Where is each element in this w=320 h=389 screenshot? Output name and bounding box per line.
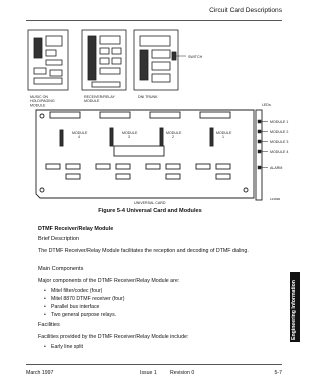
music-on-hold-module-drawing [28, 30, 68, 90]
brief-description-text: The DTMF Receiver/Relay Module facilitates the reception and decoding of DTMF dialing. [38, 248, 249, 254]
led-module-2-label: MODULE 2 [270, 130, 289, 134]
universal-card-label: UNIVERSAL CARD [134, 201, 166, 205]
dnic-trunk-label: DNI TRUNK [138, 95, 158, 99]
footer-rule [26, 364, 282, 365]
list-item: • Mitel 8870 DTMF receiver (four) [44, 295, 125, 303]
header-rule [26, 20, 282, 21]
list-item: • Mitel filter/codec (four) [44, 287, 125, 295]
facilities-intro: Facilities provided by the DTMF Receiver/Relay Module include: [38, 334, 189, 340]
music-on-hold-line2: HOLD/PAGING [30, 99, 55, 104]
module-1-label [216, 131, 232, 139]
module-1-line1: MODULE [216, 131, 232, 135]
figure-caption: Figure 5-4 Universal Card and Modules [98, 208, 202, 214]
receiver-relay-line1: RECEIVER/RELAY [84, 95, 115, 99]
main-components-intro: Major components of the DTMF Receiver/Relay Module are: [38, 278, 180, 284]
module-2-line2: 2 [172, 135, 174, 140]
music-on-hold-line3: MODULE [30, 103, 46, 108]
footer-page-number: 5-7 [274, 370, 282, 376]
module-4-label [72, 131, 88, 139]
led-indicators [258, 120, 268, 169]
brief-description-heading: Brief Description [38, 236, 80, 242]
switch-label: SWITCH [188, 55, 203, 59]
led-module-3-label: MODULE 3 [270, 140, 289, 144]
leds-label: LEDs [262, 103, 271, 107]
universal-card-drawing [36, 110, 262, 200]
music-on-hold-label [30, 95, 56, 107]
section-title: DTMF Receiver/Relay Module [38, 226, 114, 232]
module-3-line2: 3 [128, 135, 130, 140]
footer-date: March 1997 [26, 370, 54, 376]
led-alarm-label: ALARM [270, 166, 283, 170]
receiver-relay-label [84, 95, 116, 103]
main-components-heading: Main Components [38, 266, 84, 272]
running-header: Circuit Card Descriptions [209, 7, 282, 14]
led-module-1-label: MODULE 1 [270, 120, 289, 124]
module-3-line1: MODULE [122, 131, 138, 135]
list-item: • Early line split [44, 343, 83, 351]
module-2-line1: MODULE [166, 131, 182, 135]
facilities-list [44, 343, 83, 351]
module-3-label [122, 131, 138, 139]
engineering-information-tab [290, 272, 300, 342]
figure-drawing [26, 28, 294, 208]
module-1-line2: 1 [222, 135, 224, 140]
module-4-line1: MODULE [72, 131, 88, 135]
receiver-relay-module-drawing [82, 30, 126, 90]
main-components-list [44, 287, 125, 319]
led-module-4-label: MODULE 4 [270, 150, 289, 154]
footer-issue: Issue 1 [140, 370, 157, 376]
facilities-heading: Facilities [38, 322, 60, 328]
side-tab-label: Engineering Information [291, 280, 297, 340]
footer-revision: Revision 0 [170, 370, 195, 376]
receiver-relay-line2: MODULE [84, 99, 100, 104]
module-4-line2: 4 [78, 135, 80, 140]
module-2-label [166, 131, 182, 139]
list-item: • Parallel bus interface [44, 303, 125, 311]
dnic-trunk-module-drawing [134, 30, 178, 90]
universal-card-figure [26, 28, 294, 208]
figure-reference-number: 11309R [270, 197, 281, 201]
list-item: • Two general purpose relays. [44, 311, 125, 319]
music-on-hold-line1: MUSIC ON [30, 95, 48, 99]
